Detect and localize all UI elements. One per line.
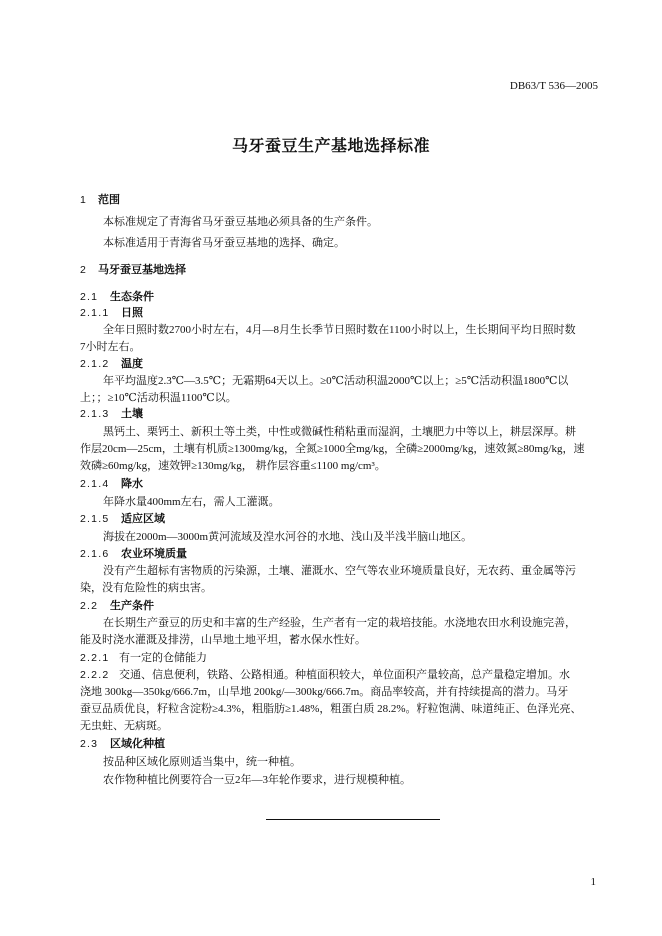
section-heading-2-2-2 [80, 667, 570, 683]
section-number: 2.2.2 [80, 669, 110, 681]
paragraph-line: 蚕豆品质优良，籽粒含淀粉≥4.3%，粗脂肪≥1.48%，粗蛋白质 28.2%。籽粒饱满、味道纯正、色泽光亮、 [80, 703, 582, 715]
paragraph-line: 年降水量400mm左右，需人工灌溉。 [103, 496, 280, 508]
section-heading-2-1 [80, 289, 154, 305]
section-heading-2-1-4 [80, 476, 143, 492]
section-number: 2.2.1 [80, 652, 110, 664]
section-number: 2.1.5 [80, 513, 110, 525]
paragraph-line: 本标准适用于青海省马牙蚕豆基地的选择、确定。 [103, 237, 345, 249]
paragraph-line: 在长期生产蚕豆的历史和丰富的生产经验，生产者有一定的栽培技能。水浇地农田水利设施完善， [103, 617, 576, 629]
header-doc-code: DB63/T 536—2005 [509, 80, 598, 92]
section-number: 2.1.4 [80, 478, 110, 490]
section-number: 2.1.1 [80, 307, 110, 319]
paragraph-line: 全年日照时数2700小时左右，4月—8月生长季节日照时数在1100小时以上，生长期间平均日照时数 [103, 324, 576, 336]
paragraph-line: 浇地 300kg—350kg/666.7m，山旱地 200kg/—300kg/666.7m。商品率较高，并有持续提高的潜力。马牙 [80, 686, 569, 698]
section-number: 2.3 [80, 738, 99, 750]
paragraph-line: 年平均温度2.3℃—3.5℃；无霜期64天以上。≥0℃活动积温2000℃以上；≥5℃活动积温1800℃以 [103, 375, 569, 387]
section-title: 温度 [121, 357, 143, 370]
paragraph-line: 染，没有危险性的病虫害。 [80, 582, 212, 594]
section-heading-2-1-3 [80, 406, 143, 422]
section-number: 2.1.6 [80, 548, 110, 560]
document-title: 马牙蚕豆生产基地选择标准 [231, 136, 430, 155]
section-heading-2-2 [80, 598, 154, 614]
end-divider-rule [266, 819, 440, 820]
section-heading-2-1-5 [80, 511, 165, 527]
paragraph-line: 农作物种植比例要符合一豆2年—3年轮作要求，进行规模种植。 [103, 774, 411, 786]
section-title: 生产条件 [110, 599, 154, 612]
section-heading-2-2-1 [80, 650, 207, 666]
section-number: 2.1.2 [80, 358, 110, 370]
section-heading-2-1-6 [80, 546, 187, 562]
section-title: 农业环境质量 [121, 547, 187, 560]
section-title: 土壤 [121, 407, 143, 420]
paragraph-line: 黑钙土、栗钙土、新积土等土类，中性或微碱性稍粘重而湿润，土壤肥力中等以上，耕层深厚。耕 [103, 426, 576, 438]
paragraph-line: 按品种区域化原则适当集中，统一种植。 [103, 756, 301, 768]
section-title: 降水 [121, 477, 143, 490]
section-title: 有一定的仓储能力 [119, 652, 207, 664]
section-heading-2-1-1 [80, 305, 143, 321]
section-heading-1 [80, 192, 120, 208]
section-title: 适应区域 [121, 512, 165, 525]
paragraph-line: 无虫蛀、无病斑。 [80, 720, 168, 732]
section-title: 区域化种植 [110, 737, 165, 750]
section-title: 日照 [121, 306, 143, 319]
section-title: 生态条件 [110, 290, 154, 303]
section-number: 2.1 [80, 291, 99, 303]
page-number: 1 [590, 876, 596, 888]
paragraph-line: 效磷≥60mg/kg，速效钾≥130mg/kg， 耕作层容重≤1100 mg/cm³。 [80, 460, 386, 472]
section-number: 2 [80, 264, 88, 276]
section-heading-2-3 [80, 736, 165, 752]
paragraph-line: 能及时浇水灌溉及排涝，山旱地土地平坦，蓄水保水性好。 [80, 634, 366, 646]
paragraph-line: 海拔在2000m—3000m黄河流域及湟水河谷的水地、浅山及半浅半脑山地区。 [103, 531, 473, 543]
section-number: 1 [80, 194, 88, 206]
section-number: 2.1.3 [80, 408, 110, 420]
paragraph-line: 上；；≥10℃活动积温1100℃以。 [80, 392, 237, 404]
paragraph-line: 交通、信息便利，铁路、公路相通。种植面积较大，单位面积产量较高，总产量稳定增加。水 [119, 669, 570, 681]
paragraph-line: 本标准规定了青海省马牙蚕豆基地必须具备的生产条件。 [103, 216, 378, 228]
paragraph-line: 作层20cm—25cm，土壤有机质≥1300mg/kg，全氮≥1000全mg/kg，全磷≥2000mg/kg，速效氮≥80mg/kg，速 [80, 443, 585, 455]
section-title: 马牙蚕豆基地选择 [98, 263, 186, 276]
section-heading-2 [80, 262, 186, 278]
section-heading-2-1-2 [80, 356, 143, 372]
paragraph-line: 7小时左右。 [80, 341, 141, 353]
section-number: 2.2 [80, 600, 99, 612]
paragraph-line: 没有产生超标有害物质的污染源，土壤、灌溉水、空气等农业环境质量良好，无农药、重金属等污 [103, 565, 576, 577]
section-title: 范围 [98, 193, 120, 206]
